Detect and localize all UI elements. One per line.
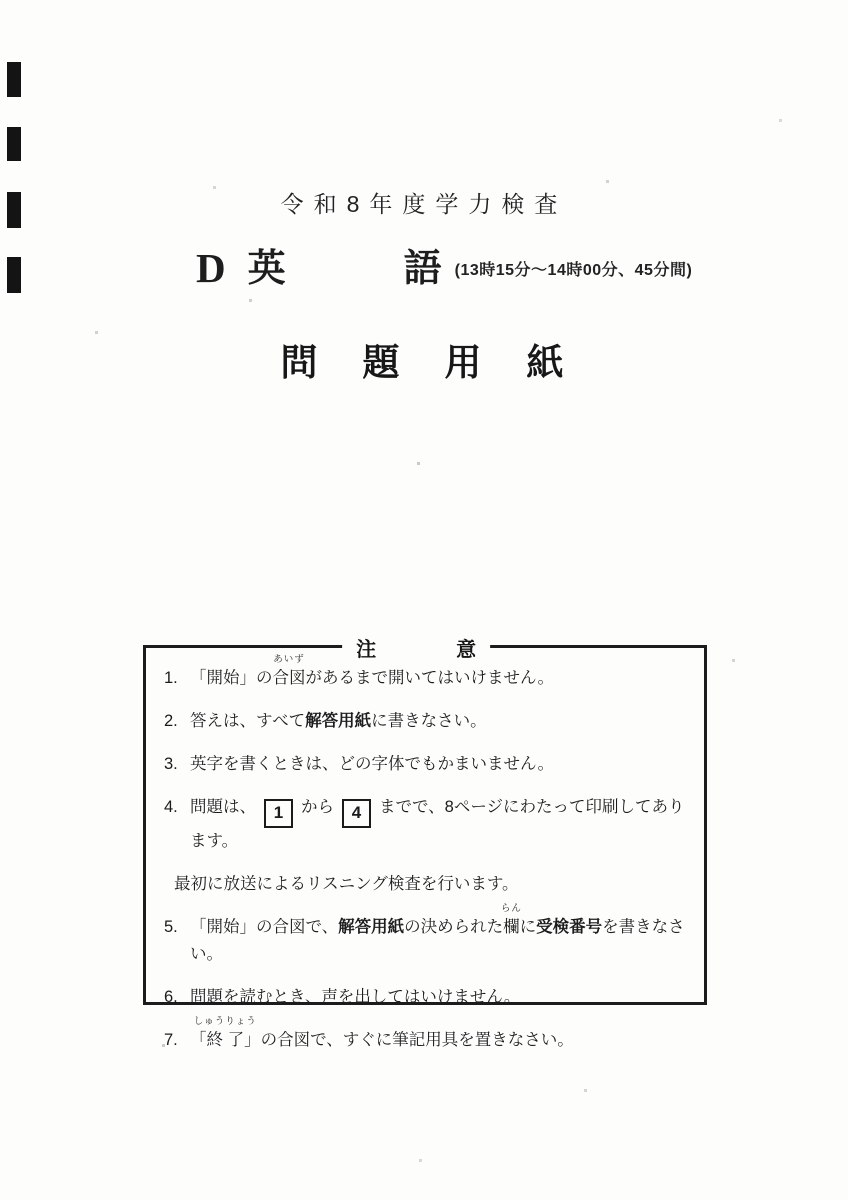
notice-item-number: 1.	[164, 669, 178, 687]
notice-item	[164, 751, 696, 778]
scan-speckles	[0, 0, 1, 1]
notice-item-number: 4.	[164, 798, 178, 816]
notice-item-text	[190, 794, 696, 855]
furigana-term: 欄 らん	[500, 903, 522, 936]
notice-box	[143, 639, 707, 1049]
text-segment: があるまで開いてはいけません。	[305, 669, 554, 687]
subject-row	[196, 245, 693, 291]
text-segment: に	[519, 918, 537, 936]
text-segment: 解答用紙	[305, 712, 372, 730]
notice-title: 注 意	[342, 633, 490, 662]
text-segment: までで、8ページにわたって印刷してあります。	[190, 798, 685, 850]
notice-item	[164, 903, 696, 968]
furigana-reading: しゅうりょう	[193, 1016, 257, 1027]
notice-item	[164, 794, 696, 855]
notice-item-number: 7.	[164, 1031, 178, 1049]
notice-item-number: 5.	[164, 918, 178, 936]
text-segment: 」の合図で、すぐに筆記用具を置きなさい。	[244, 1031, 574, 1049]
notice-item-number: 6.	[164, 988, 178, 1006]
notice-item-text	[190, 654, 554, 692]
notice-item-text	[190, 751, 554, 778]
subject-code: D	[196, 245, 226, 291]
subject-name: 英 語	[247, 247, 443, 290]
furigana-reading: あいず	[273, 654, 305, 665]
binding-mark	[7, 257, 21, 293]
text-segment: 答えは、すべて	[190, 712, 306, 730]
notice-item-number: 2.	[164, 712, 178, 730]
binding-mark	[7, 62, 21, 97]
notice-item-number: 3.	[164, 755, 178, 773]
furigana-reading: らん	[500, 903, 522, 914]
text-segment: を書きなさい。	[190, 918, 685, 963]
notice-item	[164, 984, 696, 1011]
exam-time-info: (13時15分～14時00分、45分間)	[454, 262, 693, 279]
furigana-term: 合図 あいず	[272, 654, 306, 687]
text-segment: 「開始」の合図で、	[190, 918, 339, 936]
binding-mark	[7, 127, 21, 161]
notice-item	[164, 708, 696, 735]
notice-item	[164, 1016, 696, 1054]
question-number-box: 4	[342, 799, 371, 828]
notice-item-text	[190, 1016, 574, 1054]
question-number-box: 1	[264, 799, 293, 828]
text-segment: 最初に放送によるリスニング検査を行います。	[174, 875, 519, 893]
text-segment: から	[301, 798, 334, 816]
notice-item-text	[190, 708, 487, 735]
notice-item-text	[190, 984, 520, 1011]
text-segment: 「	[190, 1031, 207, 1049]
text-segment: 英字を書くときは、どの字体でもかまいません。	[190, 755, 554, 773]
text-segment: 問題を読むとき、声を出してはいけません。	[190, 988, 521, 1006]
furigana-term: 終 了 しゅうりょう	[193, 1016, 257, 1049]
text-segment: 「開始」の	[190, 669, 273, 687]
text-segment: 解答用紙	[338, 918, 405, 936]
notice-item-text	[174, 871, 519, 898]
text-segment: 受検番号	[536, 918, 603, 936]
text-segment: に書きなさい。	[371, 712, 487, 730]
notice-item-text	[190, 903, 696, 968]
paper-title: 問 題 用 紙	[280, 342, 568, 383]
notice-items	[146, 648, 704, 1054]
notice-item	[164, 654, 696, 692]
notice-subitem	[164, 871, 696, 898]
text-segment: の決められた	[404, 918, 504, 936]
exam-year-title: 令和8年度学力検査	[280, 191, 568, 217]
text-segment: 問題は、	[190, 798, 256, 816]
